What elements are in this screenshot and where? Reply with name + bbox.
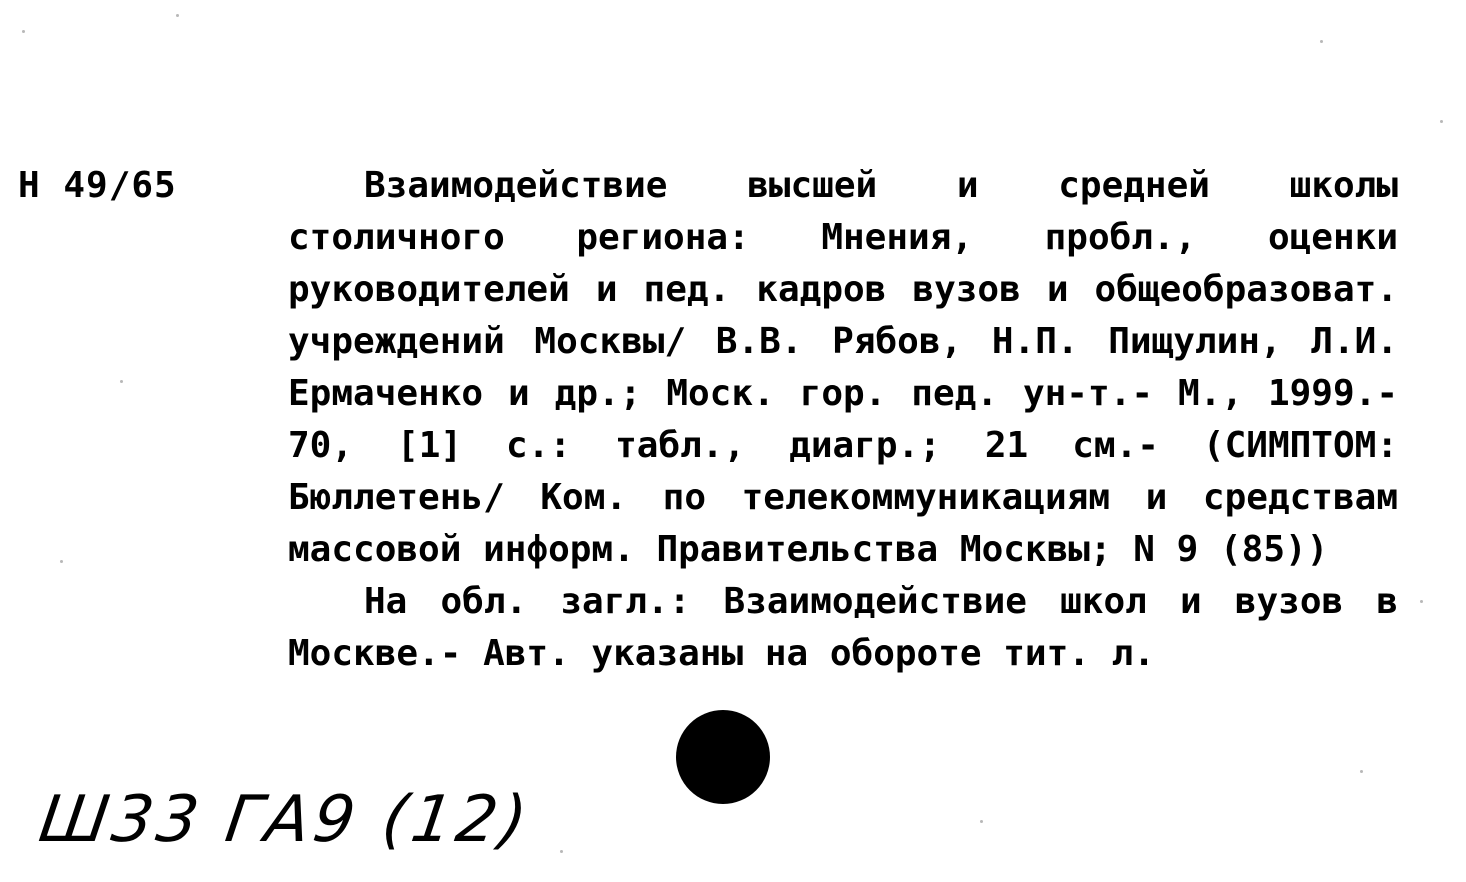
scan-speck: [1360, 770, 1363, 773]
scan-speck: [980, 820, 983, 823]
scan-speck: [560, 850, 563, 853]
scan-speck: [120, 380, 123, 383]
shelf-mark: Н 49/65: [18, 165, 177, 206]
note-paragraph: На обл. загл.: Взаимодействие школ и вузов в Москве.- Авт. указаны на обороте тит. л.: [288, 581, 1398, 674]
scan-speck: [176, 14, 179, 17]
scan-speck: [60, 560, 63, 563]
scan-speck: [1320, 40, 1323, 43]
bibliographic-entry: [288, 160, 1398, 680]
scan-speck: [22, 30, 25, 33]
handwritten-call-number: Ш33 ГА9 (12): [34, 783, 536, 857]
description-paragraph: Взаимодействие высшей и средней школы столичного региона: Мнения, пробл., оценки руководителей и пед. кадров вузов и общеобразоват. учреждений Москвы/ В.В. Рябов, Н.П. Пищулин, Л.И. Ермаченко и др.; Моск. гор. пед. ун-т.- М., 1999.- 70, [1] с.: табл., диагр.; 21 см.- (СИМПТОМ: Бюллетень/ Ком. по телекоммуникациям и средствам массовой информ. Правительства Москвы; N 9 (85)): [288, 165, 1398, 570]
ink-blot: [676, 710, 770, 804]
scan-speck: [1440, 120, 1443, 123]
scan-speck: [1420, 600, 1423, 603]
